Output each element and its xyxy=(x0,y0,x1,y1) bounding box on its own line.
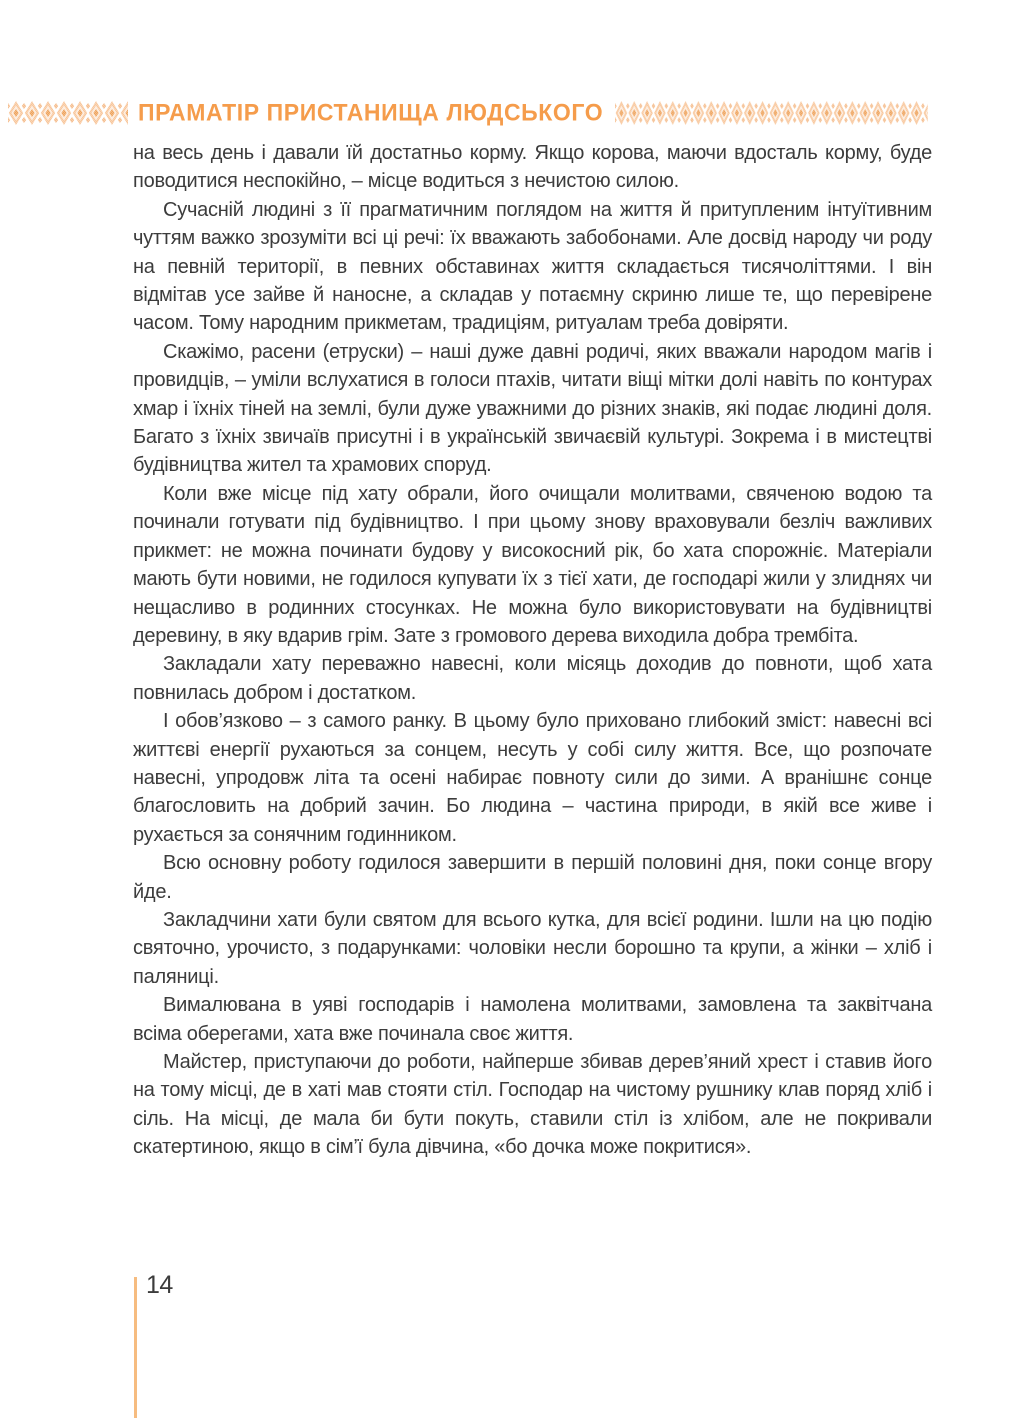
embroidery-ornament-left xyxy=(8,100,128,126)
paragraph: Всю основну роботу годилося завершити в першій половині дня, поки сонце вгору йде. xyxy=(133,852,932,903)
paragraph: Скажімо, расени (етруски) – наші дуже давні родичі, яких вважали народом магів і провидців, – уміли вслухатися в голоси птахів, читати віщі мітки долі навіть по контурах хмар і їхніх тіней на землі, були дуже уважними до різних знаків, які подає людині доля. Багато з їхніх звичаїв присутні і в українській звичаєвій культурі. Зокрема і в мистецтві будівництва жител та храмових споруд. xyxy=(133,340,932,477)
paragraph: Коли вже місце під хату обрали, його очищали молитвами, свяченою водою та починали готувати під будівництво. І при цьому знову враховували безліч важливих прикмет: не можна починати будову у високосний рік, бо хата спорожніє. Матеріали мають бути новими, не годилося купувати їх з тієї хати, де господарі жили у злиднях чи нещасливо в родинних стосунках. Не можна було використовувати на будівництві деревину, в яку вдарив грім. Зате з громового дерева виходила добра трембіта. xyxy=(133,482,932,647)
paragraph: Вималювана в уяві господарів і намолена молитвами, замовлена та заквітчана всіма оберегами, хата вже починала своє життя. xyxy=(133,994,932,1045)
paragraph: Сучасній людині з її прагматичним поглядом на життя й притупленим інтуїтивним чуттям важко зрозуміти всі ці речі: їх вважають забобонами. Але досвід народу чи роду на певній території, в певних обставинах життя складається тисячоліттями. І він відмітав усе зайве й наносне, а складав у потаємну скриню лише те, що перевірене часом. Тому народним прикметам, традиціям, ритуалам треба довіряти. xyxy=(133,198,932,335)
paragraph: на весь день і давали їй достатньо корму. Якщо корова, маючи вдосталь корму, буде поводитися неспокійно, – місце водиться з нечистою силою. xyxy=(133,142,932,193)
paragraph: І обов’язково – з самого ранку. В цьому було приховано глибокий зміст: навесні всі життєві енергії рухаються за сонцем, несуть у собі силу життя. Все, що розпочате навесні, упродовж літа та осені набирає повноту сили до зими. А вранішнє сонце благословить на добрий зачин. Бо людина – частина природи, в якій все живе і рухається за сонячним годинником. xyxy=(133,710,932,846)
page-number: 14 xyxy=(146,1271,173,1299)
paragraph: Майстер, приступаючи до роботи, найперше збивав дерев’яний хрест і ставив його на тому місці, де в хаті мав стояти стіл. Господар на чистому рушнику клав поряд хліб і сіль. На місці, де мала би бути покуть, ставили стіл із хлібом, але не покривали скатертиною, якщо в сім’ї була дівчина, «бо дочка може покритися». xyxy=(133,1051,932,1159)
body-text xyxy=(133,139,932,1162)
paragraph: Закладчини хати були святом для всього кутка, для всієї родини. Ішли на цю подію святочно, урочисто, з подарунками: чоловіки несли борошно та крупи, а жінки – хліб і паляниці. xyxy=(133,908,932,988)
paragraph: Закладали хату переважно навесні, коли місяць доходив до повноти, щоб хата повнилась добром і достатком. xyxy=(133,653,932,704)
page-number-rule xyxy=(134,1277,137,1418)
embroidery-ornament-right xyxy=(615,100,928,126)
chapter-title: ПРАМАТІР ПРИСТАНИЩА ЛЮДСЬКОГО xyxy=(138,98,604,126)
chapter-header xyxy=(0,99,1022,126)
